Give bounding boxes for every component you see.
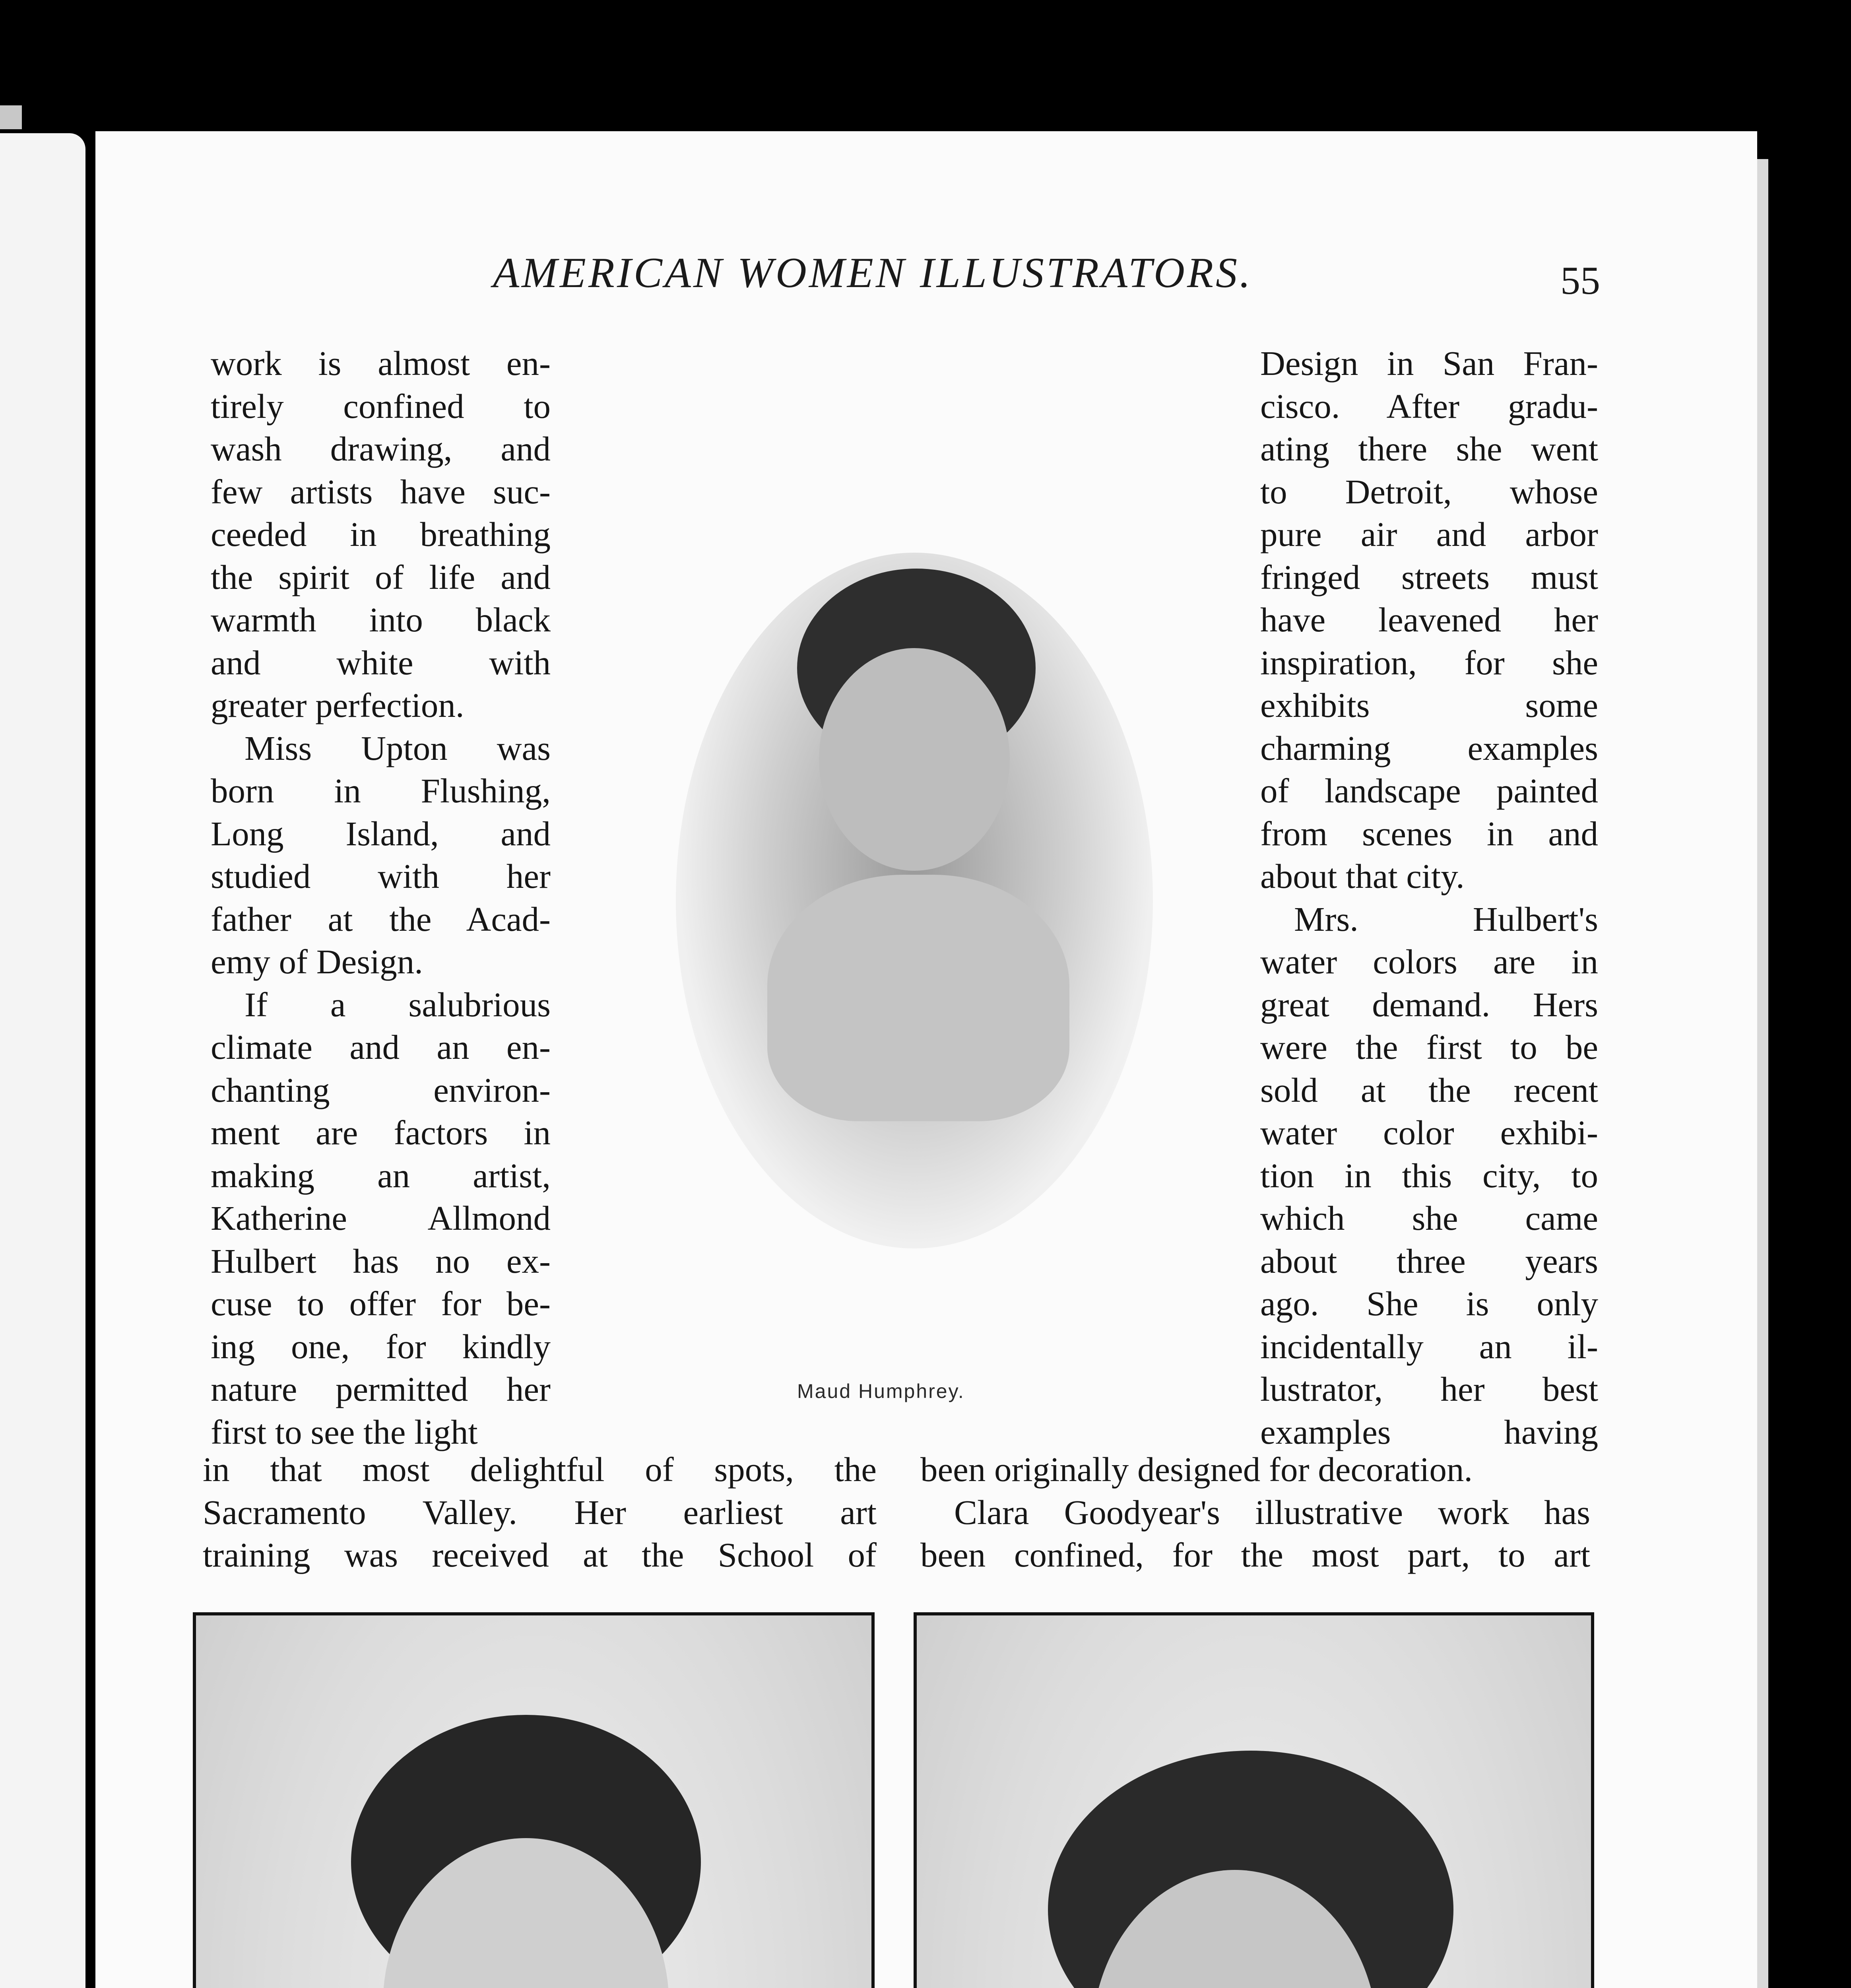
center-portrait — [676, 537, 1153, 1272]
text-line: been originally designed for decoration. — [920, 1450, 1473, 1489]
text-line: lustrator, her best — [1260, 1370, 1598, 1408]
left-page-edge — [0, 133, 85, 1988]
text-line: tion in this city, to — [1260, 1156, 1598, 1195]
text-line: cisco. After gradu- — [1260, 386, 1598, 425]
text-line: ating there she went — [1260, 429, 1598, 468]
text-line: father at the Acad- — [211, 899, 551, 938]
text-line: nature permitted her — [211, 1370, 551, 1408]
text-line: about three years — [1260, 1241, 1598, 1280]
text-line: ago. She is only — [1260, 1284, 1598, 1323]
text-line: work is almost en- — [211, 344, 551, 382]
text-line: from scenes in and — [1260, 814, 1598, 853]
right-column-continuation — [920, 1448, 1590, 1576]
text-line: tirely confined to — [211, 386, 551, 425]
text-line: Miss Upton was — [244, 728, 551, 767]
text-line: to Detroit, whose — [1260, 472, 1598, 511]
text-line: Katherine Allmond — [211, 1199, 551, 1237]
bottom-right-portrait — [914, 1612, 1594, 1988]
text-line: in that most delightful of spots, the — [203, 1450, 877, 1489]
text-line: born in Flushing, — [211, 771, 551, 810]
text-line: climate and an en- — [211, 1028, 551, 1066]
text-line: great demand. Hers — [1260, 985, 1598, 1024]
spine-mark — [0, 105, 22, 129]
text-line: few artists have suc- — [211, 472, 551, 511]
text-line: been confined, for the most part, to art — [920, 1536, 1590, 1574]
text-line: about that city. — [1260, 857, 1465, 895]
text-line: training was received at the School of — [203, 1536, 877, 1574]
text-line: examples having — [1260, 1412, 1598, 1451]
text-line: which she came — [1260, 1199, 1598, 1237]
center-portrait-caption: Maud Humphrey. — [797, 1380, 965, 1402]
text-line: fringed streets must — [1260, 557, 1598, 596]
text-line: ment are factors in — [211, 1113, 551, 1152]
text-line: have leavened her — [1260, 600, 1598, 639]
running-title: AMERICAN WOMEN ILLUSTRATORS. — [493, 249, 1253, 297]
text-line: Sacramento Valley. Her earliest art — [203, 1493, 877, 1532]
text-line: wash drawing, and — [211, 429, 551, 468]
text-line: Mrs. Hulbert's — [1294, 899, 1598, 938]
text-line: Long Island, and — [211, 814, 551, 853]
portrait-collar — [767, 875, 1069, 1121]
page-number: 55 — [1560, 258, 1600, 303]
text-line: Hulbert has no ex- — [211, 1241, 551, 1280]
text-line: cuse to offer for be- — [211, 1284, 551, 1323]
text-line: first to see the light — [211, 1412, 478, 1451]
text-line: studied with her — [211, 857, 551, 895]
text-line: greater perfection. — [211, 686, 464, 724]
portrait-face — [819, 648, 1010, 871]
text-line: ing one, for kindly — [211, 1327, 551, 1366]
right-column-text — [1260, 342, 1598, 1453]
text-line: inspiration, for she — [1260, 643, 1598, 682]
text-line: ceeded in breathing — [211, 515, 551, 553]
left-column-continuation — [203, 1448, 877, 1576]
text-line: chanting environ- — [211, 1070, 551, 1109]
text-line: sold at the recent — [1260, 1070, 1598, 1109]
bottom-left-portrait — [193, 1612, 875, 1988]
text-line: water color exhibi- — [1260, 1113, 1598, 1152]
text-line: the spirit of life and — [211, 557, 551, 596]
text-line: were the first to be — [1260, 1028, 1598, 1066]
text-line: making an artist, — [211, 1156, 551, 1195]
text-line: and white with — [211, 643, 551, 682]
text-line: incidentally an il- — [1260, 1327, 1598, 1366]
text-line: water colors are in — [1260, 942, 1598, 981]
text-line: If a salubrious — [244, 985, 551, 1024]
text-line: warmth into black — [211, 600, 551, 639]
text-line: exhibits some — [1260, 686, 1598, 724]
text-line: charming examples — [1260, 728, 1598, 767]
left-column-text — [211, 342, 551, 1453]
text-line: pure air and arbor — [1260, 515, 1598, 553]
text-line: of landscape painted — [1260, 771, 1598, 810]
text-line: emy of Design. — [211, 942, 423, 981]
text-line: Design in San Fran- — [1260, 344, 1598, 382]
page-right-edge — [1757, 159, 1768, 1988]
text-line: Clara Goodyear's illustrative work has — [954, 1493, 1590, 1532]
